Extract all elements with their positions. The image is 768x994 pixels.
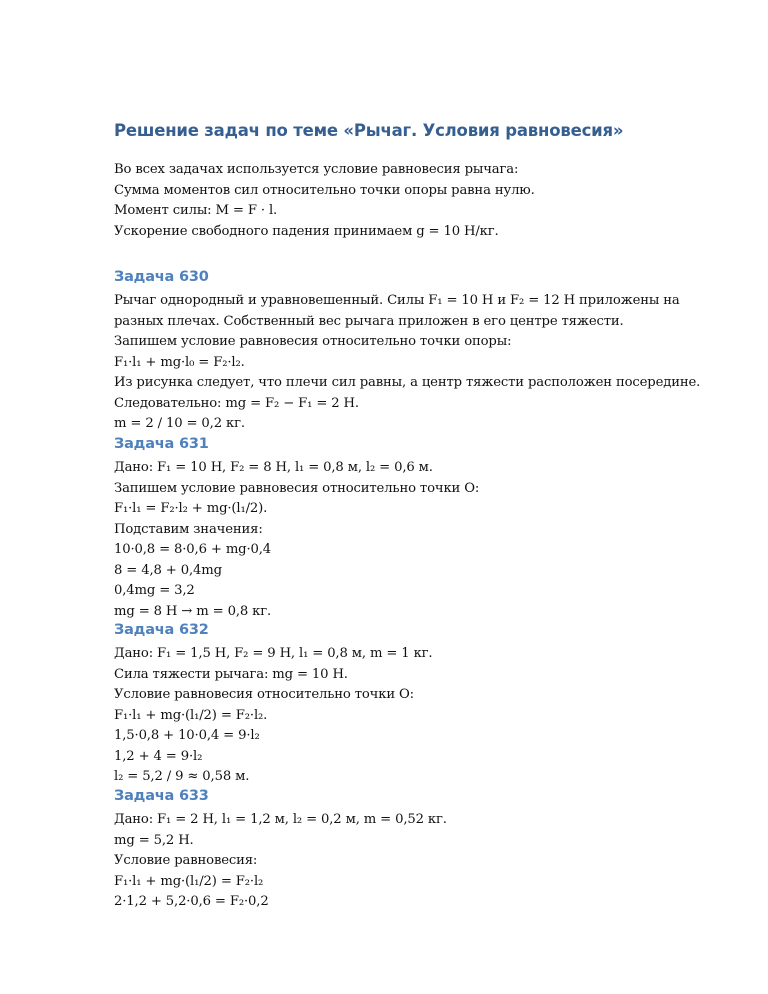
task-line: m = 2 / 10 = 0,2 кг.: [114, 416, 245, 431]
task-631-heading: Задача 631: [114, 436, 209, 452]
intro-line: Во всех задачах используется условие равновесия рычага:: [114, 162, 519, 177]
task-line: 0,4mg = 3,2: [114, 583, 195, 598]
task-line: Следовательно: mg = F₂ − F₁ = 2 Н.: [114, 395, 359, 411]
task-line: Дано: F₁ = 2 Н, l₁ = 1,2 м, l₂ = 0,2 м, m = 0,52 кг.: [114, 812, 447, 827]
task-line: F₁·l₁ + mg·l₀ = F₂·l₂.: [114, 354, 245, 370]
task-line: Сила тяжести рычага: mg = 10 Н.: [114, 666, 348, 682]
task-line: Запишем условие равновесия относительно точки опоры:: [114, 334, 512, 349]
task-line: Рычаг однородный и уравновешенный. Силы F₁ = 10 Н и F₂ = 12 Н приложены на: [114, 293, 680, 308]
intro-line: Ускорение свободного падения принимаем g = 10 Н/кг.: [114, 223, 499, 239]
document-title: Решение задач по теме «Рычаг. Условия равновесия»: [114, 121, 624, 140]
intro-line: Сумма моментов сил относительно точки опоры равна нулю.: [114, 182, 535, 198]
task-line: Запишем условие равновесия относительно точки O:: [114, 480, 480, 496]
task-632-heading: Задача 632: [114, 622, 209, 638]
task-633-heading: Задача 633: [114, 788, 209, 804]
task-line: Подставим значения:: [114, 521, 263, 537]
task-line: mg = 8 Н → m = 0,8 кг.: [114, 603, 272, 619]
task-line: разных плечах. Собственный вес рычага приложен в его центре тяжести.: [114, 313, 624, 329]
task-line: F₁·l₁ = F₂·l₂ + mg·(l₁/2).: [114, 501, 268, 516]
task-line: Условие равновесия относительно точки O:: [114, 687, 414, 702]
task-line: Дано: F₁ = 10 Н, F₂ = 8 Н, l₁ = 0,8 м, l₂ = 0,6 м.: [114, 460, 433, 475]
task-line: F₁·l₁ + mg·(l₁/2) = F₂·l₂: [114, 873, 264, 889]
task-line: 1,2 + 4 = 9·l₂: [114, 748, 203, 764]
task-line: 10·0,8 = 8·0,6 + mg·0,4: [114, 542, 272, 557]
task-630-heading: Задача 630: [114, 269, 209, 285]
task-631-section: [114, 434, 479, 622]
task-line: 1,5·0,8 + 10·0,4 = 9·l₂: [114, 728, 260, 743]
task-line: 2·1,2 + 5,2·0,6 = F₂·0,2: [114, 894, 269, 909]
task-line: Дано: F₁ = 1,5 Н, F₂ = 9 Н, l₁ = 0,8 м, m = 1 кг.: [114, 646, 433, 661]
task-630-section: [114, 267, 700, 435]
intro-section: [114, 160, 535, 242]
task-line: Из рисунка следует, что плечи сил равны, а центр тяжести расположен посередине.: [114, 375, 701, 390]
task-line: Условие равновесия:: [114, 853, 258, 868]
task-633-section: [114, 786, 447, 913]
task-line: 8 = 4,8 + 0,4mg: [114, 562, 222, 578]
intro-line: Момент силы: M = F · l.: [114, 203, 278, 218]
task-632-section: [114, 620, 432, 788]
task-line: l₂ = 5,2 / 9 ≈ 0,58 м.: [114, 769, 250, 784]
task-line: F₁·l₁ + mg·(l₁/2) = F₂·l₂.: [114, 707, 268, 723]
task-line: mg = 5,2 Н.: [114, 832, 194, 848]
